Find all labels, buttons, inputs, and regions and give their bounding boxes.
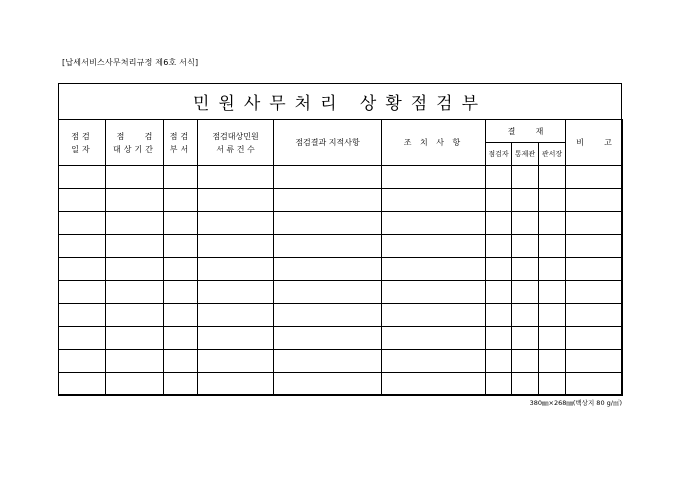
header-inspection-period: 점 검 대상기간 [106,120,164,166]
table-cell[interactable] [198,212,274,235]
table-cell[interactable] [539,212,566,235]
table-cell[interactable] [486,189,512,212]
table-cell[interactable] [382,281,486,304]
table-cell[interactable] [59,350,106,373]
table-cell[interactable] [274,212,382,235]
table-cell[interactable] [106,166,164,189]
table-cell[interactable] [164,258,198,281]
table-cell[interactable] [382,235,486,258]
table-cell[interactable] [164,166,198,189]
table-cell[interactable] [274,166,382,189]
table-row [59,235,623,258]
table-cell[interactable] [198,235,274,258]
table-cell[interactable] [274,350,382,373]
table-cell[interactable] [198,327,274,350]
table-cell[interactable] [539,235,566,258]
table-cell[interactable] [566,304,623,327]
table-cell[interactable] [486,212,512,235]
table-cell[interactable] [382,212,486,235]
table-row [59,189,623,212]
header-approval-head: 관서장 [539,143,566,166]
table-cell[interactable] [164,350,198,373]
table-cell[interactable] [539,304,566,327]
table-cell[interactable] [539,258,566,281]
table-cell[interactable] [59,235,106,258]
header-approval: 결 재 [486,120,566,143]
form-title: 민원사무처리 상황점검부 [192,94,488,114]
table-row [59,281,623,304]
table-cell[interactable] [198,373,274,396]
header-approval-controller: 통제관 [512,143,539,166]
table-cell[interactable] [164,327,198,350]
table-row [59,327,623,350]
table-cell[interactable] [164,235,198,258]
table-cell[interactable] [198,189,274,212]
table-cell[interactable] [164,304,198,327]
title-row [59,84,621,120]
table-cell[interactable] [382,373,486,396]
table-cell[interactable] [198,258,274,281]
table-cell[interactable] [59,281,106,304]
table-cell[interactable] [566,235,623,258]
table-row [59,373,623,396]
table-cell[interactable] [512,212,539,235]
table-cell[interactable] [164,189,198,212]
table-row [59,212,623,235]
table-cell[interactable] [198,281,274,304]
table-cell[interactable] [106,235,164,258]
table-body [59,166,623,396]
inspection-form [58,83,622,395]
table-cell[interactable] [198,350,274,373]
table-cell[interactable] [59,304,106,327]
table-cell[interactable] [566,212,623,235]
table-cell[interactable] [512,281,539,304]
header-inspection-dept: 점검 부서 [164,120,198,166]
table-cell[interactable] [106,350,164,373]
table-cell[interactable] [106,304,164,327]
header-remarks: 비 고 [566,120,623,166]
table-cell[interactable] [382,350,486,373]
table-cell[interactable] [382,304,486,327]
table-cell[interactable] [486,281,512,304]
table-cell[interactable] [106,189,164,212]
table-cell[interactable] [566,166,623,189]
table-row [59,304,623,327]
header-inspection-date: 점검 일자 [59,120,106,166]
table-cell[interactable] [106,373,164,396]
table-cell[interactable] [486,166,512,189]
table-row [59,350,623,373]
table-cell[interactable] [59,166,106,189]
table-cell[interactable] [59,373,106,396]
table-cell[interactable] [512,235,539,258]
table-cell[interactable] [539,373,566,396]
table-cell[interactable] [382,166,486,189]
table-cell[interactable] [106,281,164,304]
table-cell[interactable] [486,304,512,327]
table-cell[interactable] [512,304,539,327]
table-cell[interactable] [486,350,512,373]
table-cell[interactable] [486,258,512,281]
table-cell[interactable] [566,281,623,304]
table-cell[interactable] [274,327,382,350]
table-cell[interactable] [566,350,623,373]
header-document-count: 점검대상민원 서 류 건 수 [198,120,274,166]
table-cell[interactable] [539,166,566,189]
table-cell[interactable] [59,327,106,350]
paper-spec-footnote: 380㎜×268㎜(백상지 80 g/㎡) [529,399,622,407]
inspection-table [58,119,623,396]
table-row [59,166,623,189]
table-cell[interactable] [274,304,382,327]
table-cell[interactable] [486,373,512,396]
table-cell[interactable] [539,281,566,304]
table-cell[interactable] [106,212,164,235]
table-cell[interactable] [59,258,106,281]
table-cell[interactable] [566,373,623,396]
table-cell[interactable] [539,350,566,373]
table-cell[interactable] [164,281,198,304]
table-cell[interactable] [512,327,539,350]
table-cell[interactable] [512,373,539,396]
table-cell[interactable] [382,327,486,350]
table-cell[interactable] [274,373,382,396]
table-cell[interactable] [274,189,382,212]
table-header [59,120,623,166]
table-cell[interactable] [512,189,539,212]
table-row [59,258,623,281]
table-cell[interactable] [539,189,566,212]
table-cell[interactable] [198,304,274,327]
table-cell[interactable] [382,258,486,281]
table-cell[interactable] [106,327,164,350]
table-cell[interactable] [198,166,274,189]
table-cell[interactable] [106,258,164,281]
table-cell[interactable] [566,189,623,212]
table-cell[interactable] [164,212,198,235]
table-cell[interactable] [59,189,106,212]
table-cell[interactable] [59,212,106,235]
table-cell[interactable] [486,327,512,350]
header-findings: 점검결과 지적사항 [274,120,382,166]
table-cell[interactable] [274,235,382,258]
table-cell[interactable] [512,350,539,373]
table-cell[interactable] [274,281,382,304]
table-cell[interactable] [164,373,198,396]
table-cell[interactable] [512,258,539,281]
table-cell[interactable] [566,327,623,350]
header-actions: 조 치 사 항 [382,120,486,166]
table-cell[interactable] [274,258,382,281]
table-cell[interactable] [512,166,539,189]
table-cell[interactable] [486,235,512,258]
header-approval-inspector: 점검자 [486,143,512,166]
form-caption: [납세서비스사무처리규정 제6호 서식] [62,58,199,67]
table-cell[interactable] [382,189,486,212]
table-cell[interactable] [539,327,566,350]
table-cell[interactable] [566,258,623,281]
